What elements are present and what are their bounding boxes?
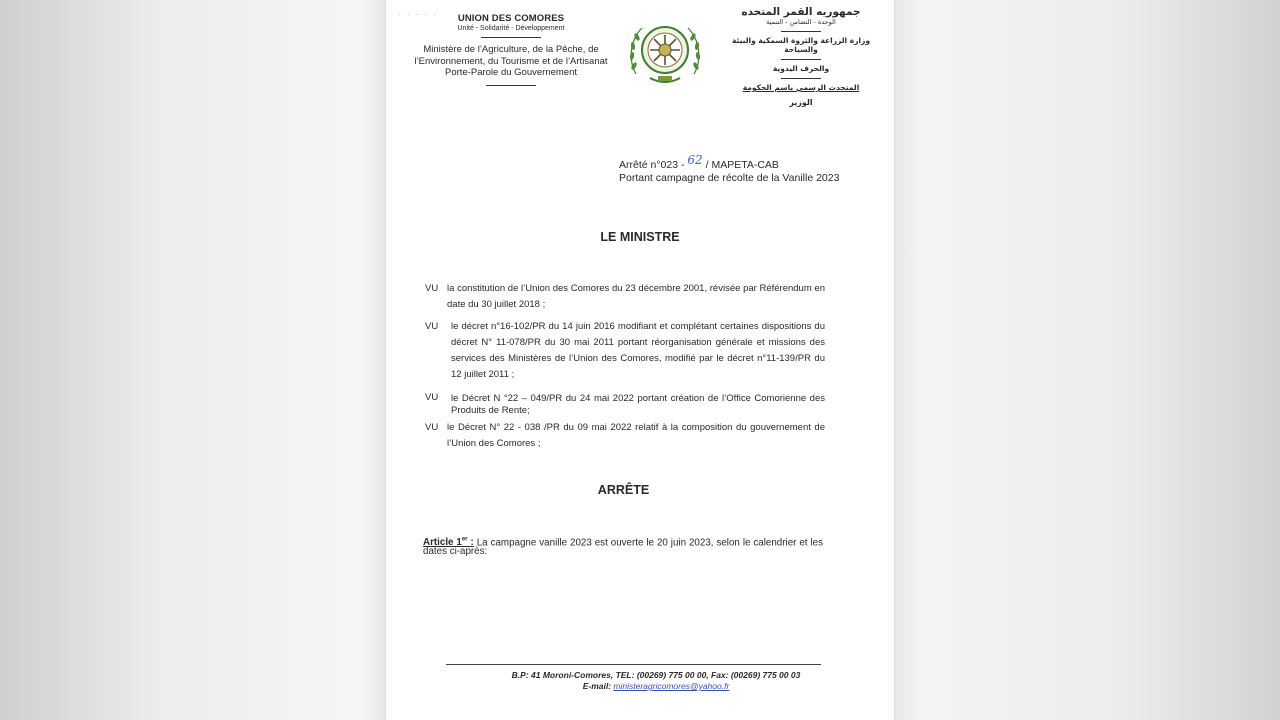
- vu-label: VU: [425, 392, 439, 403]
- article-label-colon: :: [467, 537, 474, 549]
- country-name-fr: UNION DES COMORES: [457, 13, 565, 24]
- visa-text: le Décret N° 22 - 038 /PR du 09 mai 2022 relatif à la composition du gouvernement de l’Union des Comores ;: [447, 422, 825, 449]
- ministry-line: l’Environnement, du Tourisme et de l’Artisanat: [414, 55, 608, 67]
- scan-artifact: · · · · ·: [398, 10, 439, 19]
- email-link[interactable]: ministeragricomores@yahoo.fr: [613, 681, 730, 691]
- decree-prefix: Arrêté n°023 -: [619, 159, 685, 171]
- motto-ar: الوحدة - التضامن - التنمية: [766, 18, 836, 26]
- visa-item: [425, 420, 825, 452]
- ministry-line: Porte-Parole du Gouvernement: [444, 67, 578, 78]
- visa-text: la constitution de l’Union des Comores du 23 décembre 2001, révisée par Référendum en date du 30 juillet 2018 ;: [447, 283, 825, 310]
- decree-reference: [619, 153, 840, 185]
- footer-address: B.P: 41 Moroni-Comores, TEL: (00269) 775 00 00, Fax: (00269) 775 00 03: [511, 670, 801, 680]
- footer-email-line: [386, 681, 894, 692]
- ministry-name-ar-2: والحرف اليدوية: [772, 64, 830, 73]
- vu-label: VU: [425, 283, 439, 294]
- vu-label: VU: [425, 321, 439, 332]
- country-name-ar: جمهوريه القمر المتحده: [741, 6, 861, 18]
- email-label: E-mail:: [582, 681, 612, 691]
- visa-item: [425, 390, 825, 417]
- header-french: [396, 13, 626, 86]
- decree-subject: Portant campagne de récolte de la Vanille 2023: [619, 172, 840, 184]
- vu-label: VU: [425, 422, 439, 433]
- emblem-seal-icon: [624, 16, 706, 90]
- footer: [386, 670, 894, 692]
- header-divider: [781, 78, 821, 79]
- visa-text: le Décret N °22 – 049/PR du 24 mai 2022 portant création de l’Office Comorienne des Produits de Rente;: [451, 393, 825, 416]
- header-arabic: [716, 6, 886, 107]
- document-page: [386, 0, 894, 720]
- article-text: La campagne vanille 2023 est ouverte le 20 juin 2023, selon le calendrier et les dates ci-après:: [423, 537, 823, 558]
- minister-ar: الوزير: [789, 98, 813, 107]
- spokesperson-ar: المتحدث الرسمي باسم الحكومة: [742, 83, 860, 92]
- handwritten-number: 62: [687, 153, 703, 167]
- decree-number: [619, 153, 839, 172]
- ministry-name-ar: وزارة الزراعة والثروة السمكية والبيئة والسياحة: [731, 36, 871, 54]
- visa-item: [425, 319, 825, 383]
- header-divider: [781, 59, 821, 60]
- article-label-text: Article 1: [423, 537, 462, 549]
- visa-text: le décret n°16-102/PR du 14 juin 2016 modifiant et complétant certaines dispositions du décret N° 11-078/PR du 30 mai 2011 portant réorganisation générale et missions des services des Ministères de l’Union des Comores, modifié par le décret n°11-139/PR du 12 juillet 2011 ;: [451, 321, 825, 380]
- motto-fr: Unité - Solidarité - Développement: [457, 25, 565, 32]
- header-divider: [486, 85, 536, 86]
- ministry-line: Ministère de l’Agriculture, de la Pêche, de: [423, 44, 599, 55]
- article-1: [423, 536, 823, 556]
- footer-divider: [446, 664, 821, 665]
- article-label-sup: er: [461, 537, 468, 543]
- section-title-minister: LE MINISTRE: [600, 230, 680, 244]
- decree-suffix: / MAPETA-CAB: [705, 159, 779, 171]
- visa-item: [425, 281, 825, 313]
- header-divider: [481, 37, 541, 38]
- section-title-decree: ARRÊTE: [597, 483, 650, 497]
- comoros-emblem: [624, 16, 706, 90]
- ministry-name-fr: [396, 44, 626, 79]
- header-divider: [781, 31, 821, 32]
